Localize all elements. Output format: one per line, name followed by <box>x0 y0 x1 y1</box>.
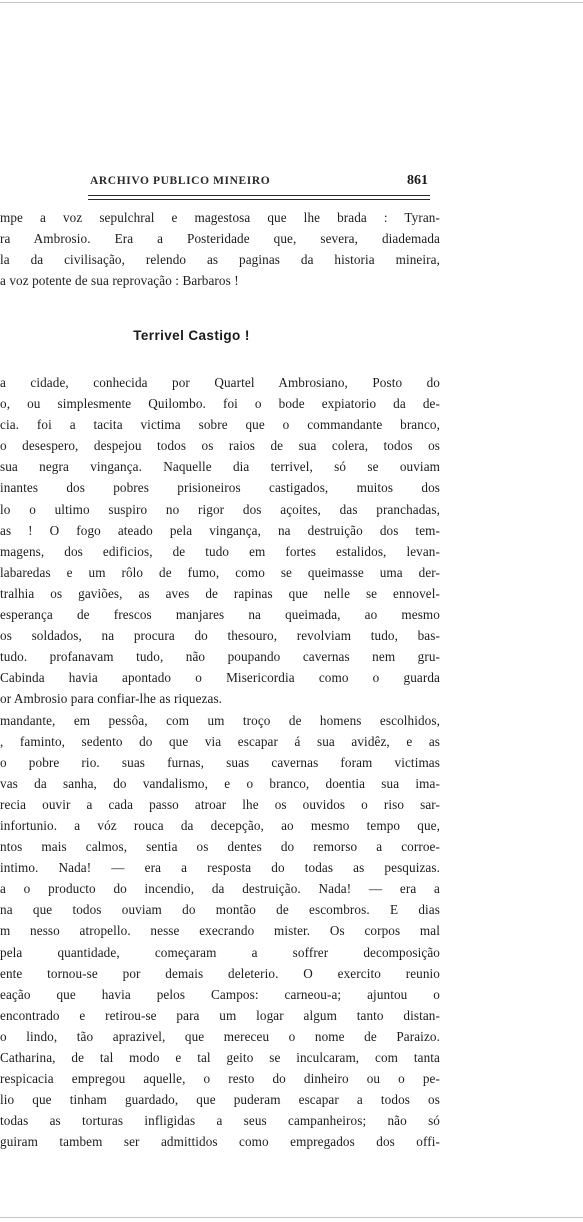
text-line: os soldados, na procura do thesouro, revolviam tudo, bas- <box>0 628 440 644</box>
text-line: recia ouvir a cada passo atroar lhe os ouvidos o riso sar- <box>0 796 440 812</box>
text-line: ente tornou-se por demais deleterio. O exercito reunio <box>0 965 440 981</box>
text-line: lo o ultimo suspiro no rigor dos açoites, das pranchadas, <box>0 501 440 517</box>
text-line: sua negra vingança. Naquelle dia terrivel, só se ouviam <box>0 459 440 475</box>
scan-edge-bottom <box>0 1217 583 1218</box>
text-line: intimo. Nada! — era a resposta do todas as pesquizas. <box>0 860 440 876</box>
text-line: guiram tambem ser admittidos como empregados dos offi- <box>0 1134 440 1150</box>
running-head <box>88 173 430 193</box>
page-number: 861 <box>407 173 428 188</box>
text-line: pela quantidade, começaram a soffrer decomposição <box>0 944 440 960</box>
text-line: na que todos ouviam do montão de escombros. E dias <box>0 902 440 918</box>
text-line: mpe a voz sepulchral e magestosa que lhe brada : Tyran- <box>0 210 440 225</box>
text-line: cia. foi a tacita victima sobre que o commandante branco, <box>0 417 440 433</box>
text-line: esperança de frescos manjares na queimada, ao mesmo <box>0 607 440 623</box>
text-line: tralhia os gaviões, as aves de rapinas que nelle se ennovel- <box>0 585 440 601</box>
text-line: lio que tinham guardado, que puderam escapar a todos os <box>0 1092 440 1108</box>
text-line: respicacia empregou aquelle, o resto do dinheiro ou o pe- <box>0 1071 440 1087</box>
text-line: , faminto, sedento do que via escapar á sua avidêz, e as <box>0 733 440 749</box>
text-line: eação que havia pelos Campos: carneou-a; ajuntou o <box>0 986 440 1002</box>
scan-edge-top <box>0 2 583 3</box>
text-line: mandante, em pessôa, com um troço de homens escolhidos, <box>0 712 440 728</box>
text-line: o, ou simplesmente Quilombo. foi o bode expiatorio da de- <box>0 396 440 412</box>
text-line: as ! O fogo ateado pela vingança, na destruição dos tem- <box>0 522 440 538</box>
section-title: Terrivel Castigo ! <box>133 328 250 343</box>
text-line: magens, dos edificios, de tudo em fortes estalidos, levan- <box>0 543 440 559</box>
text-line: a cidade, conhecida por Quartel Ambrosiano, Posto do <box>0 375 440 390</box>
text-line: a o producto do incendio, da destruição. Nada! — era a <box>0 881 440 897</box>
text-line: m nesso atropello. nesse execrando mister. Os corpos mal <box>0 923 440 939</box>
text-line: ra Ambrosio. Era a Posteridade que, severa, diademada <box>0 231 440 247</box>
text-line: labaredas e um rôlo de fumo, como se queimasse uma der- <box>0 564 440 580</box>
text-line: o lindo, tão aprazivel, que mereceu o nome de Paraizo. <box>0 1028 440 1044</box>
text-line: encontrado e retirou-se para um logar algum tanto distan- <box>0 1007 440 1023</box>
top-paragraph <box>0 207 440 291</box>
running-title: ARCHIVO PUBLICO MINEIRO <box>90 175 271 187</box>
text-line: a voz potente de sua reprovação : Barbaros ! <box>0 273 239 289</box>
text-line: infortunio. a vóz rouca da decepção, ao mesmo tempo que, <box>0 817 440 833</box>
text-line: vas da sanha, do vandalismo, e o branco, doentia sua ima- <box>0 775 440 791</box>
text-line: la da civilisação, relendo as paginas da historia mineira, <box>0 252 440 268</box>
text-line: o desespero, despejou todos os raios de sua colera, todos os <box>0 438 440 454</box>
text-line: o pobre rio. suas furnas, suas cavernas foram victimas <box>0 754 440 770</box>
text-line: or Ambrosio para confiar-lhe as riquezas. <box>0 691 223 707</box>
main-paragraph <box>0 372 440 1152</box>
header-rule <box>88 195 430 200</box>
text-line: tudo. profanavam tudo, não poupando cavernas nem gru- <box>0 649 440 665</box>
text-line: inantes dos pobres prisioneiros castigados, muitos dos <box>0 480 440 496</box>
text-line: Catharina, de tal modo e tal geito se inculcaram, com tanta <box>0 1050 440 1065</box>
text-line: Cabinda havia apontado o Misericordia como o guarda <box>0 670 440 686</box>
text-line: todas as torturas infligidas a seus campanheiros; não só <box>0 1113 440 1129</box>
text-line: ntos mais calmos, sentia os dentes do remorso a corroe- <box>0 839 440 855</box>
